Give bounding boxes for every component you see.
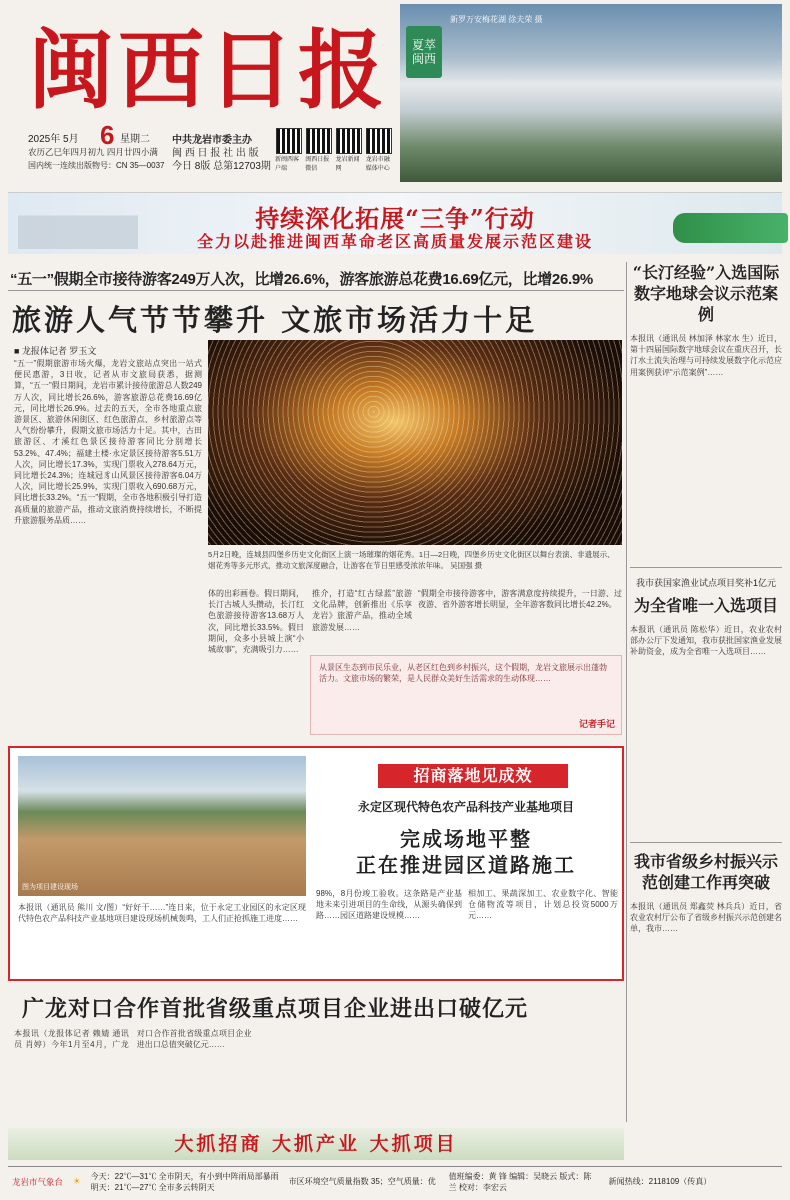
publisher-info — [172, 134, 272, 173]
site-photo-caption: 图为项目建设现场 — [22, 884, 78, 891]
weather-label: 龙岩市气象台 — [12, 1176, 64, 1187]
lunar-date: 农历乙巳年四月初九 四月廿四小满 — [28, 147, 158, 157]
box-article-col1: 本报讯（通讯员 熊川 文/图）“好好干……”连日来，位于永定工业园区的永定区现代特色农产品科技产业基地项目建设现场机械轰鸣，工人们正抢抓施工进度…… — [18, 903, 306, 924]
date-day: 6 — [100, 120, 115, 150]
second-headline: 广龙对口合作首批省级重点项目企业进出口破亿元 — [22, 996, 529, 1022]
project-name: 永定区现代特色农产品科技产业基地项目 — [357, 800, 574, 814]
construction-site-photo — [18, 756, 306, 896]
weather-today: 今天：22℃—31℃ 全市阴天，有小到中阵雨局部暴雨 — [90, 1171, 279, 1181]
lead-subhead: “五一”假期全市接待游客249万人次，比增26.6%，游客旅游总花费16.69亿元，比增26.9% — [10, 271, 593, 288]
fireworks-caption: 5月2日晚，连城县四堡乡历史文化街区上演一场璀璨的烟花秀。1日—2日晚，四堡乡历史文化街区以舞台表演、非遗展示、烟花秀等多元形式，推动文旅深度融合，让游客在节日里感受浓浓年味。 吴国强 摄 — [208, 550, 615, 570]
qr-code[interactable] — [366, 128, 392, 154]
lead-headline: 旅游人气节节攀升 文旅市场活力十足 — [12, 303, 538, 337]
second-article: 本报讯（龙报体记者 赖婧 通讯员 肖婷）今年1月至4月，广龙对口合作首批省级重点项目企业进出口总值突破亿元…… — [14, 1029, 252, 1050]
publisher-line-2: 闽 西 日 报 社 出 版 — [172, 148, 259, 159]
campaign-banner — [8, 192, 782, 254]
right-article-2: 本报讯（通讯员 陈松华）近日，农业农村部办公厅下发通知，我市获批国家渔业发展补助资金，成为全省唯一入选项目…… — [630, 625, 782, 657]
lead-article-col2: 体的出彩画卷。假日期间，长汀古城人头攒动，长汀红色旅游接待游客13.68万人次，同比增长33.5%。假日期间，众多小县城上演“小城故事”，充满吸引力…… — [208, 589, 304, 655]
lead-article-col3: 推介，打造“红古绿蓝”旅游文化品牌，创新推出《乐享龙岩》旅游产品，推动全域旅游发展…… — [312, 589, 412, 632]
masthead — [0, 0, 790, 190]
qr-code[interactable] — [336, 128, 362, 154]
date-block — [28, 120, 168, 172]
fireworks-photo — [208, 340, 622, 545]
lead-byline: ■ 龙报体记者 罗玉文 — [14, 346, 97, 356]
publisher-line-3: 今日 8版 总第12703期 — [172, 161, 271, 172]
qr-label: 新闽西客户端 — [275, 157, 300, 172]
air-quality: 市区环境空气质量指数 35；空气质量：优 — [288, 1177, 436, 1186]
box-article-col2: 98%，8月份竣工验收。这条路是产业基地未来引进项目的生命线，从源头确保到路……园区道路建设规模…… — [316, 889, 462, 921]
news-hotline: 新闻热线：2118109（传真） — [608, 1177, 712, 1186]
right-column — [630, 262, 782, 1131]
project-headline-line1: 完成场地平整 — [400, 827, 532, 851]
banner-subtitle: 全力以赴推进闽西革命老区高质量发展示范区建设 — [196, 232, 593, 251]
qr-label: 闽西日报微信 — [305, 157, 330, 172]
editor-credits: 值班编委：黄 锋 编辑：吴晓云 版式：陈 兰 校对：李宏云 — [448, 1171, 592, 1192]
weather-tomorrow: 明天：21℃—27℃ 全市多云转阴天 — [90, 1182, 215, 1192]
project-headline-line2: 正在推进园区道路施工 — [356, 853, 576, 877]
newspaper-logo: 闽西日报 — [28, 20, 388, 121]
reporter-note — [310, 655, 622, 735]
footer-bar — [8, 1166, 782, 1196]
publisher-line-1: 中共龙岩市委主办 — [172, 135, 252, 146]
qr-label: 龙岩市融媒体中心 — [365, 157, 390, 172]
masthead-landscape-photo — [400, 4, 782, 182]
right-headline-3: 我市省级乡村振兴示范创建工作再突破 — [633, 852, 778, 892]
lead-article-col4: “假期全市接待游客中，游客满意度持续提升，一日游、过夜游、省外游客增长明显，全年游客数同比增长42.2%。 — [418, 589, 622, 610]
qr-code-row — [275, 128, 393, 180]
right-subhead-2: 我市获国家渔业试点项目奖补1亿元 — [635, 578, 776, 588]
right-article-3: 本报讯（通讯员 郑鑫荧 林兵兵）近日，省农业农村厅公布了省级乡村振兴示范创建名单，我市…… — [630, 902, 782, 934]
box-article-col3: 相加工、果蔬深加工、农业数字化、智能仓储物流等项目，计划总投资5000万元…… — [468, 889, 618, 921]
right-article-1: 本报讯（通讯员 林加泽 林家水 生）近日，第十四届国际数字地球会议在重庆召开，长汀水土流失治理与可持续发展数字化示范应用案例获评“示范案例”…… — [630, 334, 782, 377]
right-headline-2: 为全省唯一入选项目 — [633, 596, 778, 615]
bottom-slogan-banner: 大抓招商 大抓产业 大抓项目 — [8, 1128, 624, 1160]
qr-code[interactable] — [276, 128, 302, 154]
reporter-note-text: 从景区生态到市民乐业，从老区红色到乡村振兴，这个假期，龙岩文旅展示出蓬勃活力。文旅市场的繁荣，是人民群众美好生活需求的生动体现…… — [319, 663, 607, 683]
summer-badge: 夏萃 闽西 — [406, 26, 442, 78]
date-year-month: 2025年 5月 — [28, 134, 79, 145]
promo-ribbon: 招商落地见成效 — [378, 764, 568, 788]
photo-caption: 新罗万安梅花湖 徐夫荣 摄 — [450, 15, 543, 24]
qr-label: 龙岩新闻网 — [335, 157, 360, 172]
weekday: 星期二 — [120, 134, 150, 145]
project-headline — [316, 826, 616, 878]
lead-article-col1: “五一”假期旅游市场火爆，龙岩文旅站点突出一站式便民惠游，3日收，记者从市文旅局获悉，据测算，“五一”假日期间，龙岩市累计接待旅游总人数249万人次，同比增长26.6%，游客旅游总花费16.69亿元，同比增长26.9%。过去的五天，全市各地重点旅游景区、旅游休闲街区、红色旅游点、乡村旅游点等人气纷纷攀升，假期文旅市场活力十足。其中，古田旅游区、才溪红色景区接待游客同比分别增长53.2%、47.4%；福建土楼·永定景区接待游客5.51万人次，同比增长17.3%，实现门票收入278.64万元，同比增长24.3%；连城冠豸山风景区接待游客6.04万人次，同比增长25.9%，实现门票收入690.68万元，同比增长33.2%。“五一”假期，全市各地积极引导打造高质量的旅游产品，推动文旅消费持续增长，不断提升旅游服务品质…… — [14, 359, 202, 525]
banner-title: 持续深化拓展“三争”行动 — [255, 204, 535, 233]
qr-code[interactable] — [306, 128, 332, 154]
reporter-note-tag: 记者手记 — [578, 719, 615, 729]
right-headline-1: “长汀经验”入选国际数字地球会议示范案例 — [632, 263, 780, 324]
cn-number: 国内统一连续出版物号：CN 35—0037 — [28, 161, 165, 170]
sun-icon: ☀ — [73, 1176, 81, 1186]
investment-feature-box — [8, 746, 624, 981]
